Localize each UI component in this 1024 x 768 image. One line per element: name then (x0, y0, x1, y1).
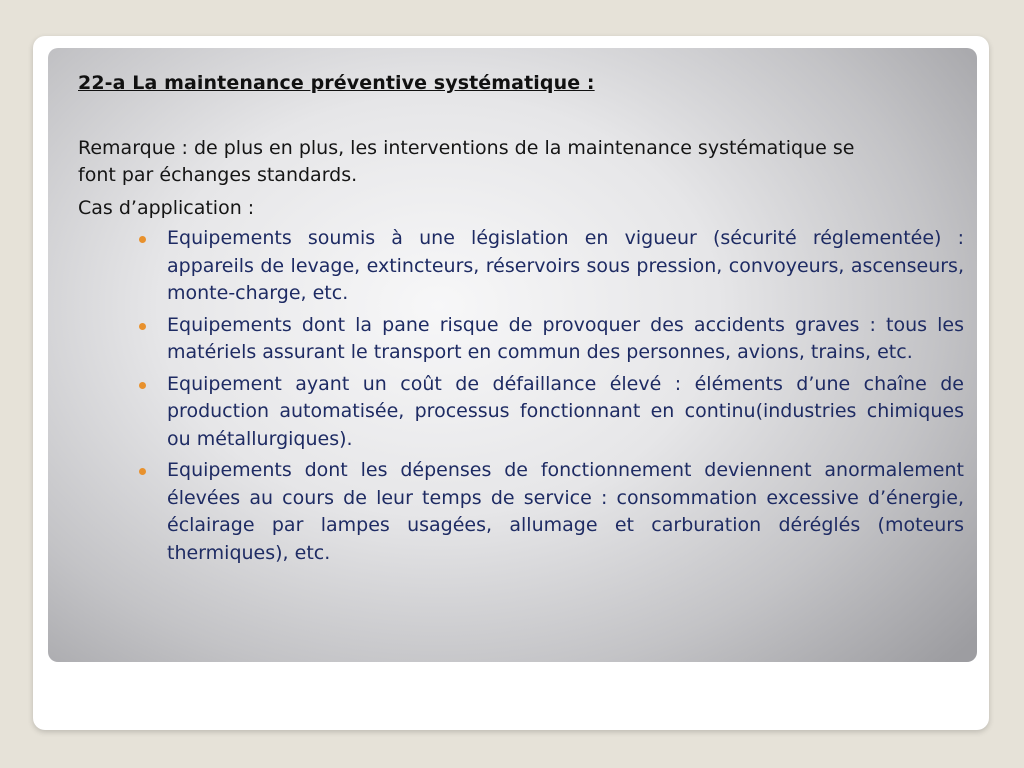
bullet-list (130, 225, 964, 571)
remark-text: Remarque : de plus en plus, les interventions de la maintenance systématique se font par échanges standards. (78, 137, 855, 186)
bullet-text: Equipement ayant un coût de défaillance élevé : éléments d’une chaîne de production automatisée, processus fonctionnant en continu(industries chimiques ou métallurgiques). (167, 372, 964, 450)
bullet-item (130, 225, 964, 308)
bullet-text: Equipements soumis à une législation en vigueur (sécurité réglementée) : appareils de levage, extincteurs, réservoirs sous pression, convoyeurs, ascenseurs, monte-charge, etc. (167, 227, 964, 304)
bullet-dot-icon (139, 382, 146, 389)
cas-application-label: Cas d’application : (78, 197, 255, 219)
bullet-item (130, 312, 964, 367)
bullet-text: Equipements dont la pane risque de provoquer des accidents graves : tous les matériels assurant le transport en commun des personnes, avions, trains, etc. (167, 313, 964, 363)
bullet-item (130, 371, 964, 454)
bullet-dot-icon (139, 468, 146, 475)
bullet-text: Equipements dont les dépenses de fonctionnement deviennent anormalement élevées au cours de leur temps de service : consommation excessive d’énergie, éclairage par lampes usagées, allumage et carburation déréglés (moteurs thermiques), etc. (167, 459, 964, 564)
bullet-dot-icon (139, 236, 146, 243)
slide-title: 22-a La maintenance préventive systématique : (78, 72, 595, 94)
bullet-item (130, 457, 964, 567)
bullet-dot-icon (139, 323, 146, 330)
